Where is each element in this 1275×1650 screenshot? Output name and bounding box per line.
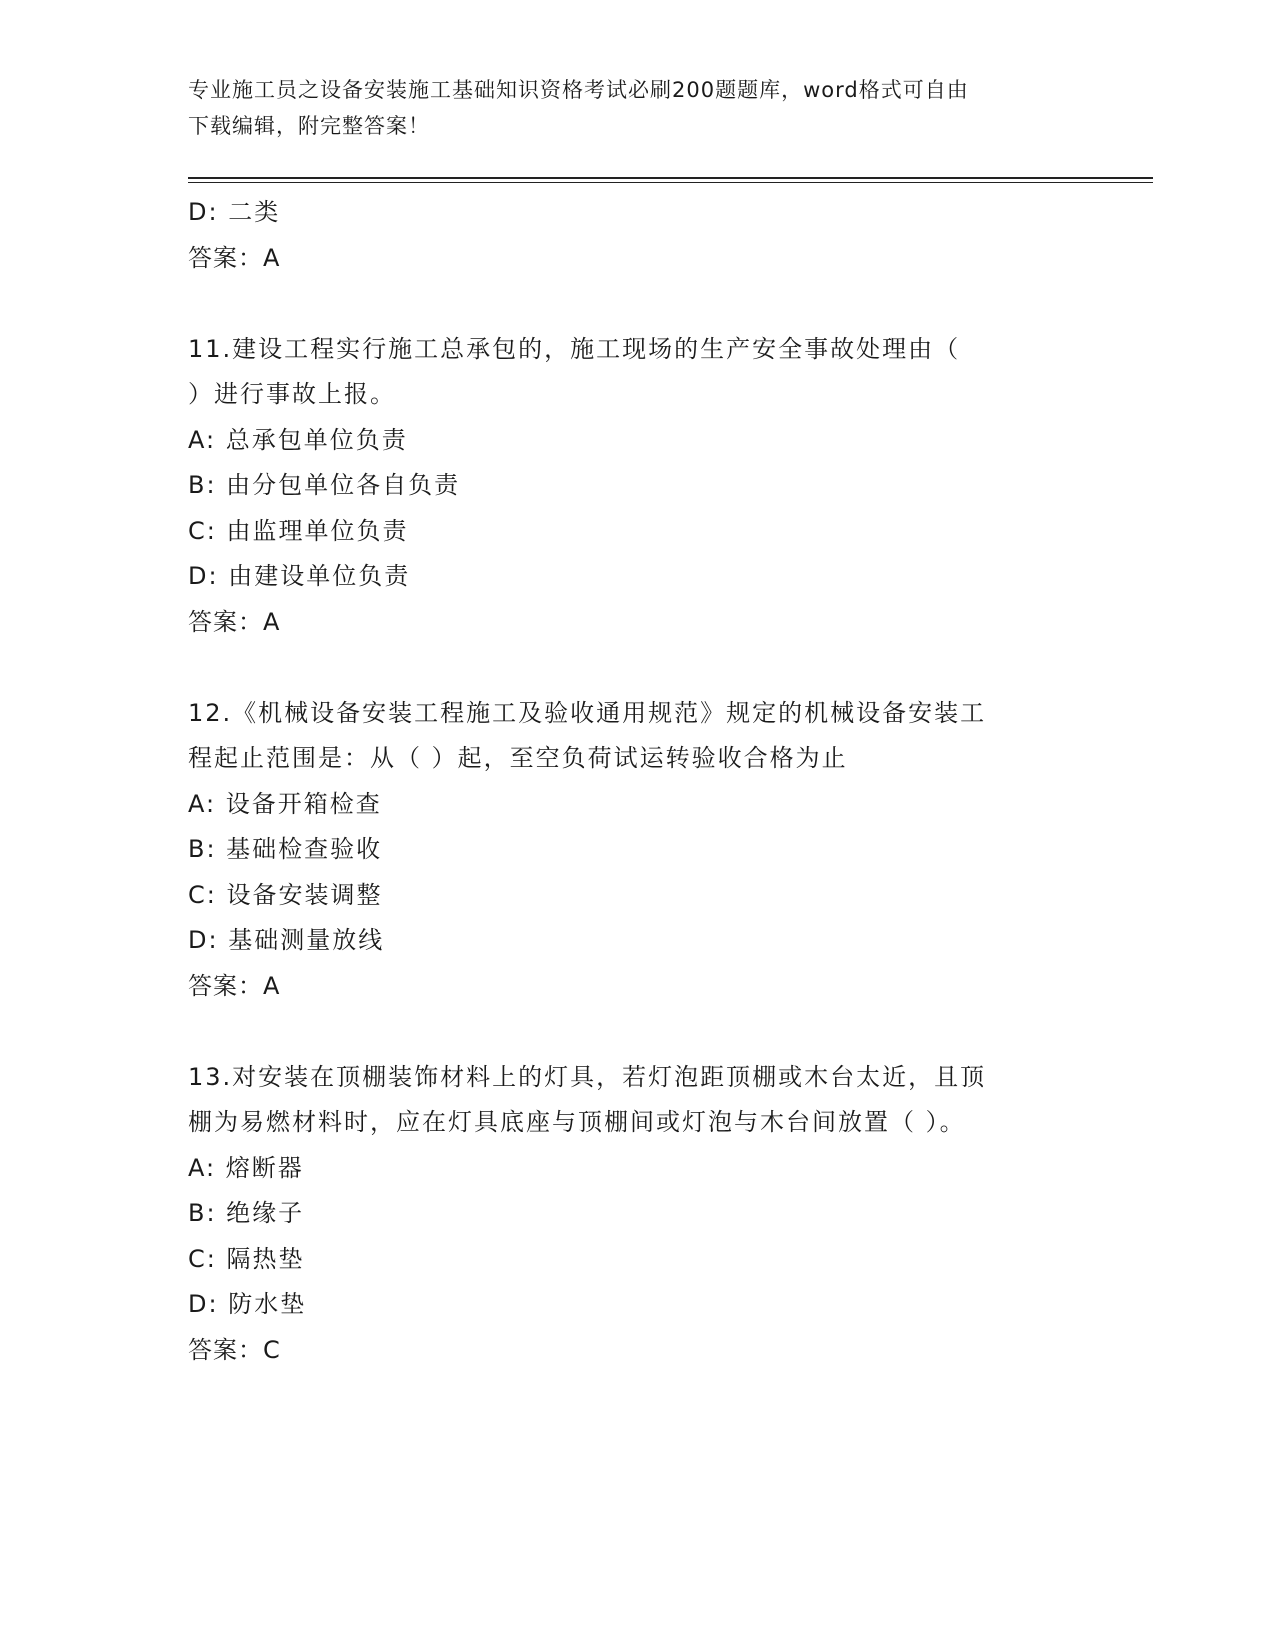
question-stem-line-1: 13.对安装在顶棚装饰材料上的灯具，若灯泡距顶棚或木台太近，且顶 [188,1062,987,1091]
option-b: B: 绝缘子 [188,1199,305,1227]
option-a: A: 总承包单位负责 [188,425,408,454]
option-c: C: 隔热垫 [188,1244,305,1273]
option-b: B: 基础检查验收 [188,835,383,863]
previous-question-tail [188,190,1088,281]
option-c: C: 由监理单位负责 [188,516,409,545]
question-11 [188,327,1088,646]
document-body [188,190,1088,1373]
header-rule-thick [188,177,1153,179]
answer: 答案：A [188,607,281,636]
option-b: B: 由分包单位各自负责 [188,471,461,499]
option-d: D: 二类 [188,198,281,226]
header-rule-thin [188,182,1153,183]
option-c: C: 设备安装调整 [188,880,383,909]
spacer [188,645,1088,691]
option-d: D: 由建设单位负责 [188,562,411,590]
option-d: D: 基础测量放线 [188,926,385,954]
answer: 答案：A [188,243,281,272]
question-stem-line-2: 程起止范围是：从（ ）起，至空负荷试运转验收合格为止 [188,744,848,772]
spacer [188,1009,1088,1055]
answer: 答案：C [188,1335,281,1364]
question-13 [188,1055,1088,1374]
header-title-line-2: 下载编辑，附完整答案！ [188,114,430,138]
document-header [188,72,1088,144]
option-d: D: 防水垫 [188,1290,307,1318]
spacer [188,281,1088,327]
question-stem-line-2: 棚为易燃材料时，应在灯具底座与顶棚间或灯泡与木台间放置（ ）。 [188,1108,966,1136]
answer: 答案：A [188,971,281,1000]
option-a: A: 设备开箱检查 [188,789,382,818]
header-title-line-1: 专业施工员之设备安装施工基础知识资格考试必刷200题题库，word格式可自由 [188,78,969,102]
question-stem-line-1: 11.建设工程实行施工总承包的，施工现场的生产安全事故处理由（ [188,334,961,363]
option-a: A: 熔断器 [188,1153,304,1182]
question-12 [188,691,1088,1010]
question-stem-line-1: 12.《机械设备安装工程施工及验收通用规范》规定的机械设备安装工 [188,698,987,727]
question-stem-line-2: ）进行事故上报。 [188,380,396,408]
